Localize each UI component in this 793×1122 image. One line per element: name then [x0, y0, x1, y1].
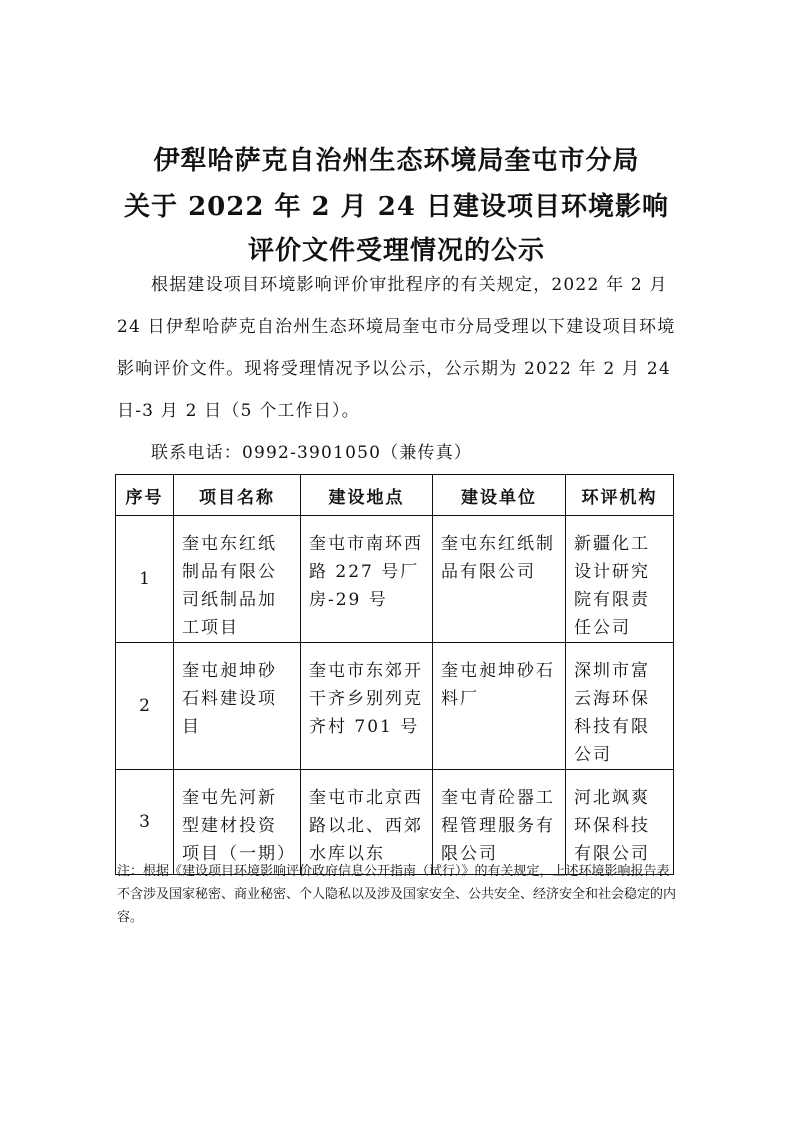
header-project-name: 项目名称: [174, 475, 301, 516]
row-no: 1: [116, 516, 174, 643]
intro-paragraph: 根据建设项目环境影响评价审批程序的有关规定，2022 年 2 月 24 日伊犁哈萨克自治州生态环境局奎屯市分局受理以下建设项目环境影响评价文件。现将受理情况予以公示，公示期为 2022 年 2 月 24 日-3 月 2 日（5 个工作日）。: [117, 275, 676, 421]
header-no: 序号: [116, 475, 174, 516]
title-line-3: 评价文件受理情况的公示: [247, 236, 545, 266]
project-builder: 奎屯东红纸制品有限公司: [441, 534, 555, 582]
row-no: 2: [116, 643, 174, 770]
project-name: 奎屯昶坤砂石料建设项目: [182, 661, 277, 737]
project-location: 奎屯市南环西路 227 号厂房-29 号: [309, 534, 423, 610]
table-row: [116, 770, 674, 875]
contact-line: 联系电话：0992-3901050（兼传真）: [151, 443, 473, 463]
header-location: 建设地点: [301, 475, 433, 516]
project-agency: 新疆化工设计研究院有限责任公司: [574, 534, 650, 638]
project-location: 奎屯市东郊开干齐乡别列克齐村 701 号: [309, 661, 423, 737]
title-line-2: 关于 2022 年 2 月 24 日建设项目环境影响: [124, 192, 669, 222]
project-builder: 奎屯昶坤砂石料厂: [441, 661, 555, 709]
project-table: [115, 474, 674, 875]
table-row: [116, 516, 674, 643]
project-name: 奎屯东红纸制品有限公司纸制品加工项目: [182, 534, 277, 638]
row-no: 3: [116, 770, 174, 875]
project-name: 奎屯先河新型建材投资项目（一期）: [182, 788, 296, 864]
project-agency: 深圳市富云海环保科技有限公司: [574, 661, 650, 765]
footnote: 注：根据《建设项目环境影响评价政府信息公开指南（试行）》的有关规定，上述环境影响报告表不含涉及国家秘密、商业秘密、个人隐私以及涉及国家安全、公共安全、经济安全和社会稳定的内容。: [117, 864, 677, 925]
table-header-row: [116, 475, 674, 516]
project-location: 奎屯市北京西路以北、西郊水库以东: [309, 788, 423, 864]
table-row: [116, 643, 674, 770]
header-builder: 建设单位: [433, 475, 566, 516]
project-builder: 奎屯青砼器工程管理服务有限公司: [441, 788, 555, 864]
project-agency: 河北飒爽环保科技有限公司: [574, 788, 650, 864]
title-line-1: 伊犁哈萨克自治州生态环境局奎屯市分局: [153, 146, 640, 176]
header-agency: 环评机构: [566, 475, 674, 516]
